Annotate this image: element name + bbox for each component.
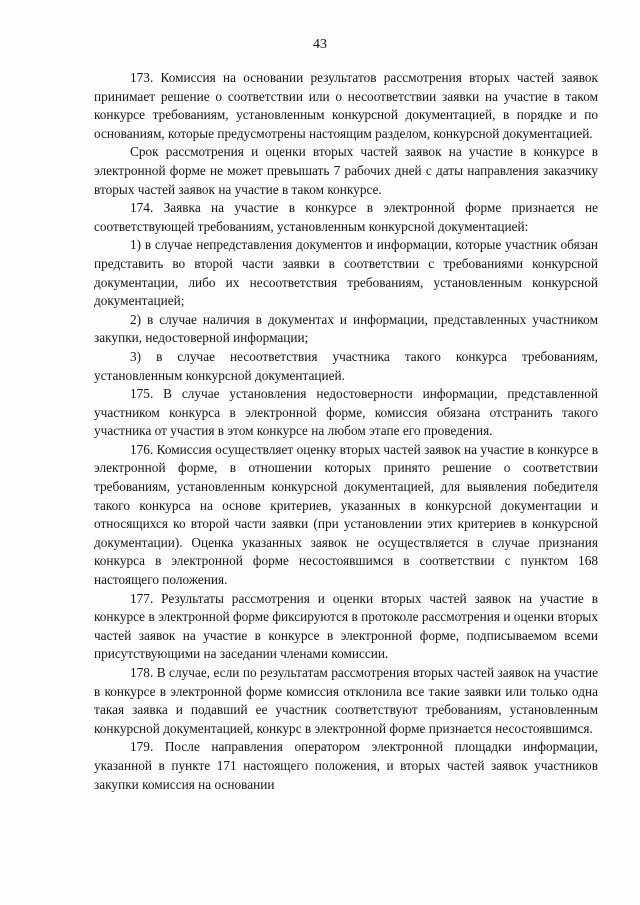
paragraph-174-item-2: 2) в случае наличия в документах и информации, представленных участником закупки, недостоверной информации; <box>94 311 598 346</box>
body-text <box>94 69 598 794</box>
paragraph-174-item-3: 3) в случае несоответствия участника такого конкурса требованиям, установленным конкурсной документацией. <box>94 348 598 383</box>
page-number: 43 <box>313 37 327 52</box>
paragraph-175: 175. В случае установления недостоверности информации, представленной участником конкурса в электронной форме, комиссия обязана отстранить такого участника от участия в этом конкурсе на любом этапе его проведения. <box>94 386 598 439</box>
paragraph-174-item-1: 1) в случае непредставления документов и информации, которые участник обязан представить во второй части заявки в соответствии с требованиями конкурсной документации, либо их несоответствия требованиям, установленным конкурсной документацией; <box>94 237 598 309</box>
paragraph-179: 179. После направления оператором электронной площадки информации, указанной в пункте 171 настоящего положения, и вторых частей заявок участников закупки комиссия на основании <box>94 739 598 792</box>
paragraph-176: 176. Комиссия осуществляет оценку вторых частей заявок на участие в конкурсе в электронной форме, в отношении которых принято решение о соответствии требованиям, установленным конкурсной документацией, для выявления победителя такого конкурса на основе критериев, указанных в конкурсной документации и относящихся ко второй части заявки (при установлении этих критериев в конкурсной документации). Оценка указанных заявок не осуществляется в случае признания конкурса в электронной форме несостоявшимся в соответствии с пунктом 168 настоящего положения. <box>94 441 598 588</box>
paragraph-174: 174. Заявка на участие в конкурсе в электронной форме признается не соответствующей требованиям, установленным конкурсной документацией: <box>94 200 598 234</box>
paragraph-173: 173. Комиссия на основании результатов рассмотрения вторых частей заявок принимает решение о соответствии или о несоответствии заявки на участие в таком конкурсе требованиям, установленным конкурсной документацией, в порядке и по основаниям, которые предусмотрены настоящим разделом, конкурсной документацией. <box>94 70 598 141</box>
paragraph-review-deadline: Срок рассмотрения и оценки вторых частей заявок на участие в конкурсе в электронной форме не может превышать 7 рабочих дней с даты направления заказчику вторых частей заявок на участие в таком конкурсе. <box>94 144 598 197</box>
paragraph-177: 177. Результаты рассмотрения и оценки вторых частей заявок на участие в конкурсе в электронной форме фиксируются в протоколе рассмотрения и оценки вторых частей заявок на участие в конкурсе в электронной форме, подписываемом всеми присутствующими на заседании членами комиссии. <box>94 590 598 662</box>
paragraph-178: 178. В случае, если по результатам рассмотрения вторых частей заявок на участие в конкурсе в электронной форме комиссия отклонила все такие заявки или только одна такая заявка и подавший ее участник соответствуют требованиям, установленным конкурсной документацией, конкурс в электронной форме признается несостоявшимся. <box>94 665 598 736</box>
